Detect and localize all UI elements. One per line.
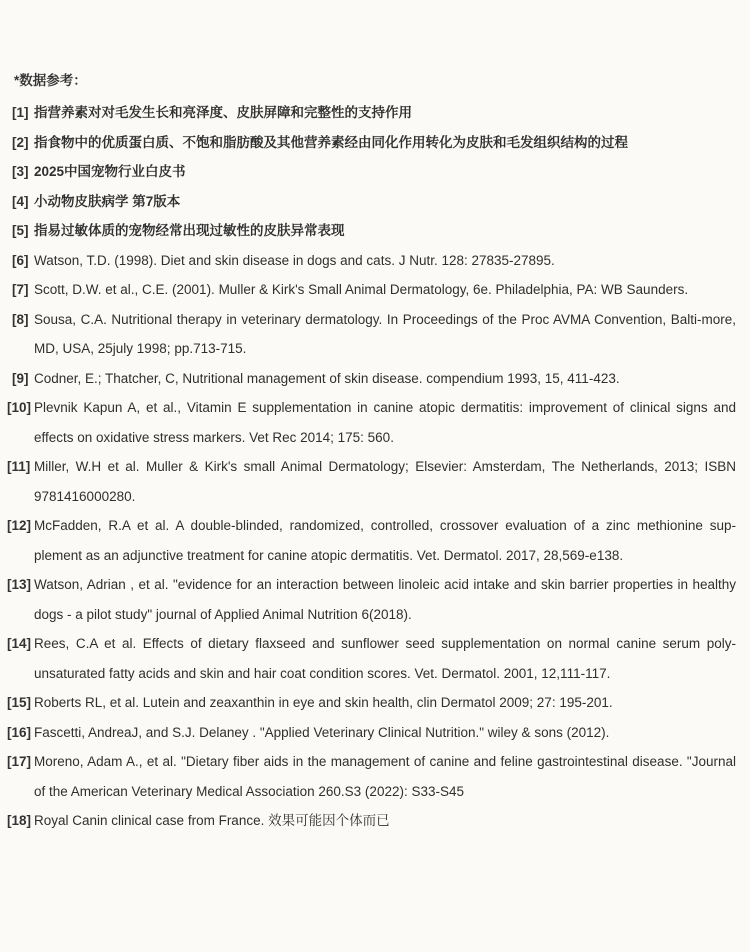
reference-item-1: [12, 98, 736, 128]
reference-text: Miller, W.H et al. Muller & Kirk's small Animal Dermatology; Elsevier: Amsterdam, The Netherlands, 2013; ISBN 9781416000280.: [34, 459, 736, 504]
reference-number: [4]: [12, 193, 29, 209]
reference-text: Codner, E.; Thatcher, C, Nutritional management of skin disease. compendium 1993, 15, 411-423.: [34, 370, 620, 386]
reference-list: [7, 98, 736, 836]
reference-number: [6]: [12, 252, 29, 268]
reference-item-13: [7, 570, 736, 629]
reference-number: [9]: [12, 370, 29, 386]
reference-item-15: [7, 688, 736, 718]
reference-text: 指易过敏体质的宠物经常出现过敏性的皮肤异常表现: [34, 223, 345, 238]
reference-number: [12]: [7, 518, 32, 533]
reference-text: 指食物中的优质蛋白质、不饱和脂肪酸及其他营养素经由同化作用转化为皮肤和毛发组织结构的过程: [34, 134, 628, 150]
reference-number: [3]: [12, 164, 29, 179]
reference-item-16: [7, 718, 736, 748]
reference-number: [1]: [12, 105, 29, 120]
reference-item-10: [7, 393, 736, 452]
reference-text: Royal Canin clinical case from France. 效果可能因个体而已: [34, 813, 390, 828]
reference-item-11: [7, 452, 736, 511]
reference-number: [16]: [7, 724, 32, 740]
reference-number: [10]: [7, 400, 32, 415]
reference-number: [5]: [12, 223, 29, 238]
reference-number: [18]: [7, 813, 32, 828]
reference-item-5: [12, 216, 736, 246]
reference-text: Scott, D.W. et al., C.E. (2001). Muller & Kirk's Small Animal Dermatology, 6e. Philadelphia, PA: WB Saunders.: [34, 282, 689, 297]
reference-number: [8]: [12, 311, 29, 327]
reference-item-8: [12, 305, 736, 364]
reference-text: Moreno, Adam A., et al. "Dietary fiber aids in the management of canine and feline gastrointestinal disease. "Journal of the American Veterinary Medical Association 260.S3 (2022): S33-S45: [34, 754, 736, 799]
reference-text: McFadden, R.A et al. A double-blinded, randomized, controlled, crossover evaluation of a zinc methionine sup-plement as an adjunctive treatment for canine atopic dermatitis. Vet. Dermatol. 2017, 28,569-e138.: [34, 518, 736, 563]
reference-number: [17]: [7, 754, 32, 769]
reference-text: Sousa, C.A. Nutritional therapy in veterinary dermatology. In Proceedings of the Proc AVMA Convention, Balti-more, MD, USA, 25july 1998; pp.713-715.: [34, 311, 736, 356]
reference-text: Watson, Adrian , et al. "evidence for an interaction between linoleic acid intake and skin barrier properties in healthy dogs - a pilot study" journal of Applied Animal Nutrition 6(2018).: [34, 577, 736, 622]
reference-number: [7]: [12, 282, 29, 297]
reference-item-2: [12, 128, 736, 158]
reference-text: 2025中国宠物行业白皮书: [34, 164, 186, 179]
reference-text: Roberts RL, et al. Lutein and zeaxanthin in eye and skin health, clin Dermatol 2009; 27: 195-201.: [34, 695, 613, 710]
reference-number: [2]: [12, 134, 29, 150]
reference-text: Watson, T.D. (1998). Diet and skin disease in dogs and cats. J Nutr. 128: 27835-27895.: [34, 252, 555, 268]
reference-text: 小动物皮肤病学 第7版本: [34, 193, 181, 209]
reference-number: [13]: [7, 577, 32, 592]
reference-item-14: [7, 629, 736, 688]
reference-text: Plevnik Kapun A, et al., Vitamin E supplementation in canine atopic dermatitis: improvement of clinical signs and effects on oxidative stress markers. Vet Rec 2014; 175: 560.: [34, 400, 736, 445]
reference-text: Fascetti, AndreaJ, and S.J. Delaney . "Applied Veterinary Clinical Nutrition." wiley & sons (2012).: [34, 724, 610, 740]
reference-item-9: [12, 364, 736, 394]
reference-number: [11]: [7, 459, 31, 474]
reference-item-4: [12, 187, 736, 217]
reference-text: Rees, C.A et al. Effects of dietary flaxseed and sunflower seed supplementation on normal canine serum poly-unsaturated fatty acids and skin and hair coat condition scores. Vet. Dermatol. 2001, 12,111-117.: [34, 636, 736, 681]
reference-item-18: [7, 806, 736, 836]
reference-number: [15]: [7, 695, 32, 710]
reference-number: [14]: [7, 636, 32, 651]
reference-item-7: [12, 275, 736, 305]
reference-item-6: [12, 246, 736, 276]
reference-text: 指营养素对对毛发生长和亮泽度、皮肤屏障和完整性的支持作用: [34, 105, 412, 120]
reference-item-17: [7, 747, 736, 806]
reference-item-3: [12, 157, 736, 187]
references-heading: *数据参考：: [14, 73, 87, 88]
reference-item-12: [7, 511, 736, 570]
